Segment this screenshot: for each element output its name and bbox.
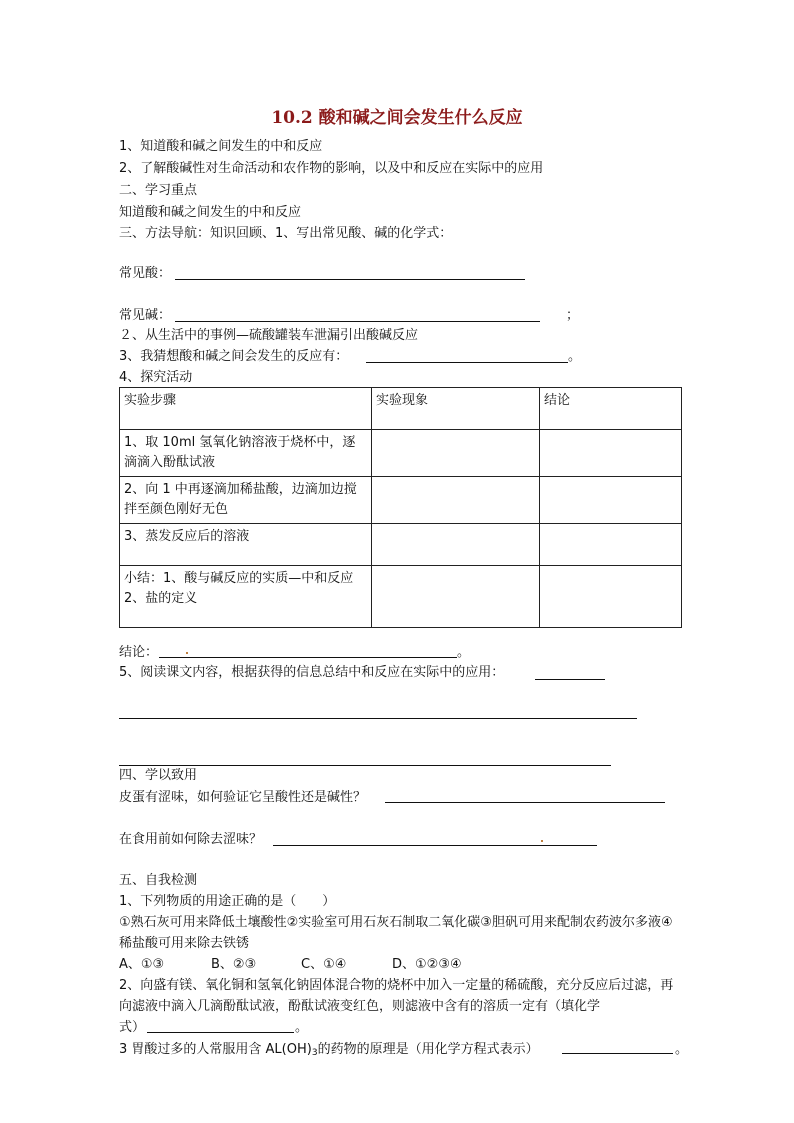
page-title: 10.2 酸和碱之间会发生什么反应 (271, 108, 523, 128)
question-3-blank[interactable] (366, 362, 568, 363)
step-cell: 3、蒸发反应后的溶液 (120, 524, 372, 566)
question-3-period: 。 (568, 349, 582, 364)
question-3: 3、我猜想酸和碱之间会发生的反应有： (119, 349, 349, 364)
conclusion-cell[interactable] (540, 430, 682, 477)
experiment-table (119, 387, 682, 628)
subscript-3: 3 (311, 1048, 318, 1058)
apply-question-2: 在食用前如何除去涩味？ (119, 832, 263, 847)
selftest-answer-3-period: 。 (675, 1042, 689, 1057)
selftest-question-2-line-2: 向滤液中滴入几滴酚酞试液，酚酞试液变红色，则滤液中含有的溶质一定有（填化学 (119, 999, 601, 1014)
header-phenomenon: 实验现象 (372, 388, 540, 430)
choice-d[interactable]: D、①②③④ (392, 957, 462, 972)
question-4: 4、探究活动 (119, 370, 193, 385)
speck (541, 840, 543, 842)
conclusion-cell[interactable] (540, 524, 682, 566)
conclusion-blank[interactable] (159, 657, 457, 658)
apply-heading: 四、学以致用 (119, 768, 198, 783)
table-row (120, 524, 682, 566)
phenomenon-cell[interactable] (372, 524, 540, 566)
summary-line-2: 2、盐的定义 (124, 591, 198, 606)
selftest-options-line-1: ①熟石灰可用来降低土壤酸性②实验室可用石灰石制取二氧化碳③胆矾可用来配制农药波尔多液④ (119, 915, 673, 930)
phenomenon-cell[interactable] (372, 566, 540, 628)
step-cell: 2、向 1 中再逐滴加稀盐酸，边滴加边搅拌至颜色刚好无色 (120, 477, 372, 524)
choice-c[interactable]: C、①④ (301, 957, 347, 972)
selftest-question-3-pre: 3 胃酸过多的人常服用含 AL(OH) (119, 1042, 312, 1057)
common-base-blank[interactable] (175, 321, 540, 322)
focus-text: 知道酸和碱之间发生的中和反应 (119, 205, 302, 220)
selftest-answer-3[interactable] (562, 1053, 673, 1054)
choice-a[interactable]: A、①③ (119, 957, 165, 972)
selftest-options-line-2: 稀盐酸可用来除去铁锈 (119, 936, 250, 951)
summary-cell (120, 566, 372, 628)
selftest-answer-2-period: 。 (295, 1020, 309, 1035)
header-steps: 实验步骤 (120, 388, 372, 430)
table-row (120, 477, 682, 524)
question-5-blank[interactable] (535, 679, 605, 680)
apply-question-1: 皮蛋有涩味，如何验证它呈酸性还是碱性？ (119, 790, 367, 805)
apply-answer-2[interactable] (273, 845, 597, 846)
step-cell: 1、取 10ml 氢氧化钠溶液于烧杯中，逐滴滴入酚酞试液 (120, 430, 372, 477)
header-conclusion: 结论 (540, 388, 682, 430)
selftest-question-3-post: 的药物的原理是（用化学方程式表示） (317, 1042, 539, 1057)
semicolon: ； (566, 308, 580, 323)
selftest-answer-2[interactable] (147, 1032, 294, 1033)
table-summary-row (120, 566, 682, 628)
common-base-label: 常见碱： (119, 308, 172, 323)
summary-line-1: 小结：1、酸与碱反应的实质—中和反应 (124, 571, 354, 586)
phenomenon-cell[interactable] (372, 477, 540, 524)
question-2: ２、从生活中的事例—硫酸罐装车泄漏引出酸碱反应 (119, 328, 419, 343)
conclusion-cell[interactable] (540, 566, 682, 628)
selftest-question-2-line-3: 式） (119, 1020, 146, 1035)
speck (186, 652, 188, 654)
apply-answer-1[interactable] (385, 802, 665, 803)
common-acid-blank[interactable] (175, 279, 525, 280)
selftest-question-1: 1、下列物质的用途正确的是（ ） (119, 894, 336, 909)
selftest-question-3 (119, 1040, 539, 1063)
table-row (120, 430, 682, 477)
conclusion-label: 结论： (119, 645, 159, 660)
goal-1: 1、知道酸和碱之间发生的中和反应 (119, 139, 323, 154)
phenomenon-cell[interactable] (372, 430, 540, 477)
question-5: 5、阅读课文内容，根据获得的信息总结中和反应在实际中的应用： (119, 665, 505, 680)
selftest-heading: 五、自我检测 (119, 873, 198, 888)
choice-b[interactable]: B、②③ (211, 957, 257, 972)
conclusion-period: 。 (457, 645, 471, 660)
answer-line-1[interactable] (119, 718, 637, 719)
table-header-row (120, 388, 682, 430)
focus-heading: 二、学习重点 (119, 183, 198, 198)
method-heading: 三、方法导航：知识回顾、1、写出常见酸、碱的化学式： (119, 226, 453, 241)
common-acid-label: 常见酸： (119, 266, 172, 281)
selftest-question-2-line-1: 2、向盛有镁、氧化铜和氢氧化钠固体混合物的烧杯中加入一定量的稀硫酸，充分反应后过滤，再 (119, 978, 674, 993)
conclusion-cell[interactable] (540, 477, 682, 524)
goal-2: 2、了解酸碱性对生命活动和农作物的影响，以及中和反应在实际中的应用 (119, 161, 544, 176)
